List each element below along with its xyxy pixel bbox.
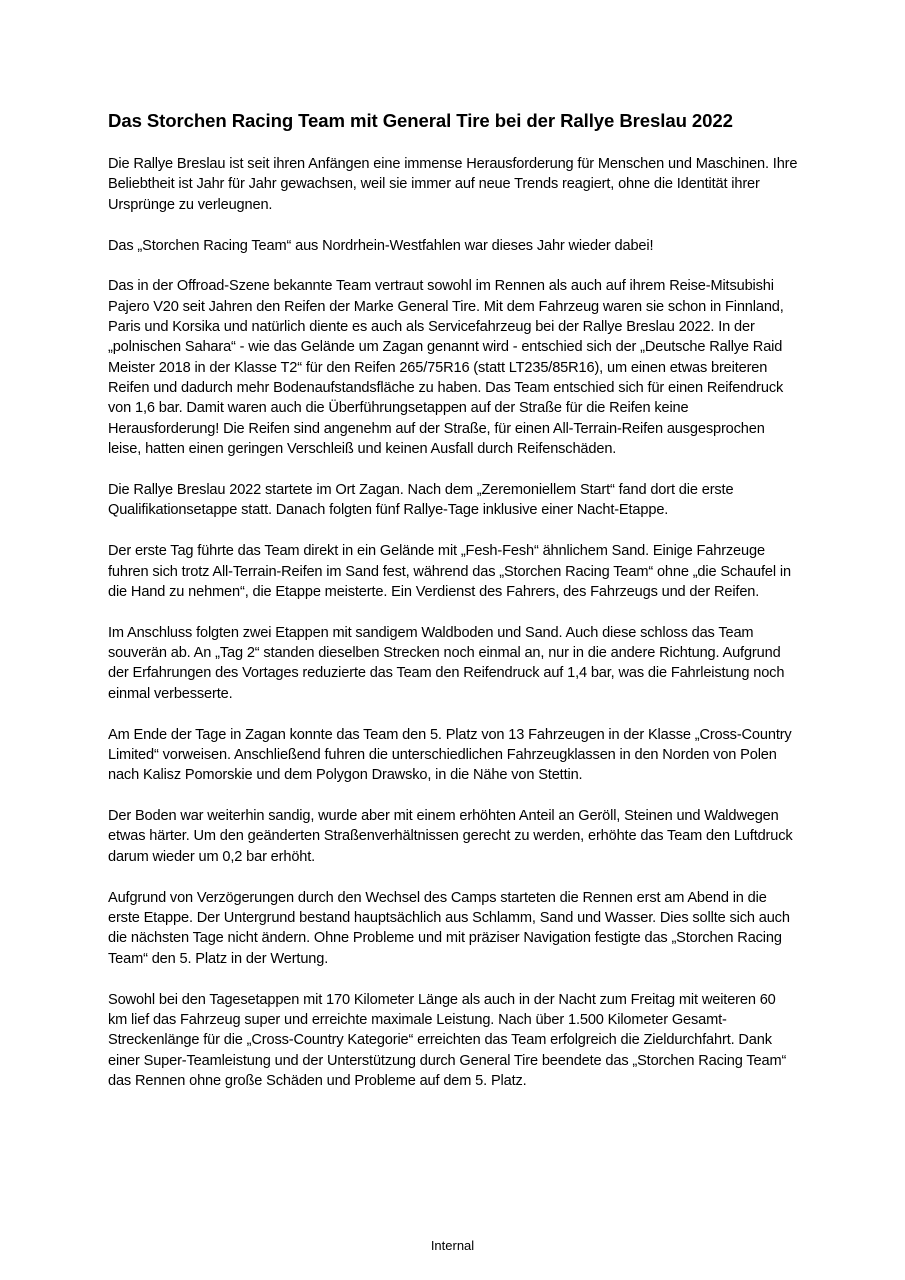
- document-page: [108, 108, 798, 1112]
- footer-classification-label: Internal: [430, 1238, 475, 1253]
- paragraph-zagan-result: Am Ende der Tage in Zagan konnte das Team den 5. Platz von 13 Fahrzeugen in der Klasse „Cross-Country Limited“ vorweisen. Anschließend fuhren die unterschiedlichen Fahrzeugklassen in den Norden von Polen nach Kalisz Pomorskie und dem Polygon Drawsko, in die Nähe von Stettin.: [108, 726, 792, 784]
- paragraph-ground: Der Boden war weiterhin sandig, wurde aber mit einem erhöhten Anteil an Geröll, Steinen und Waldwegen etwas härter. Um den geänderten Straßenverhältnissen gerecht zu werden, erhöhte das Team den Luftdruck darum wieder um 0,2 bar erhöht.: [108, 808, 793, 865]
- paragraph-day-two: Im Anschluss folgten zwei Etappen mit sandigem Waldboden und Sand. Auch diese schloss das Team souverän ab. An „Tag 2“ standen dieselben Strecken noch einmal an, nur in die andere Richtung. Aufgrund der Erfahrungen des Vortages reduzierte das Team den Reifendruck auf 1,4 bar, was die Fahrleistung noch einmal verbesserte.: [108, 624, 785, 702]
- paragraph-finish: Sowohl bei den Tagesetappen mit 170 Kilometer Länge als auch in der Nacht zum Freitag mit weiteren 60 km lief das Fahrzeug super und erreichte maximale Leistung. Nach über 1.500 Kilometer Gesamt-Streckenlänge für die „Cross-Country Kategorie“ erreichten das Team erfolgreich die Zieldurchfahrt. Dank einer Super-Teamleistung und der Unterstützung durch General Tire beendete das „Storchen Racing Team“ das Rennen ohne große Schäden und Probleme auf dem 5. Platz.: [108, 991, 787, 1089]
- document-title: Das Storchen Racing Team mit General Tire bei der Rallye Breslau 2022: [108, 110, 733, 131]
- paragraph-tires: Das in der Offroad-Szene bekannte Team vertraut sowohl im Rennen als auch auf ihrem Reise-Mitsubishi Pajero V20 seit Jahren den Reifen der Marke General Tire. Mit dem Fahrzeug waren sie schon in Finnland, Paris und Korsika und natürlich diente es auch als Servicefahrzeug bei der Rallye Breslau 2022. In der „polnischen Sahara“ - wie das Gelände um Zagan genannt wird - entschied sich der „Deutsche Rallye Raid Meister 2018 in der Klasse T2“ für den Reifen 265/75R16 (statt LT235/85R16), um einen etwas breiteren Reifen und dadurch mehr Bodenaufstandsfläche zu haben. Das Team entschied sich für einen Reifendruck von 1,6 bar. Damit waren auch die Überführungsetappen auf der Straße für die Reifen keine Herausforderung! Die Reifen sind angenehm auf der Straße, für einen All-Terrain-Reifen ausgesprochen leise, hatten einen geringen Verschleiß und keinen Ausfall durch Reifenschäden.: [108, 278, 784, 458]
- paragraph-day-one: Der erste Tag führte das Team direkt in ein Gelände mit „Fesh-Fesh“ ähnlichem Sand. Einige Fahrzeuge fuhren sich trotz All-Terrain-Reifen im Sand fest, während das „Storchen Racing Team“ ohne „die Schaufel in die Hand zu nehmen“, die Etappe meisterte. Ein Verdienst des Fahrers, des Fahrzeugs und der Reifen.: [108, 543, 791, 600]
- paragraph-camp-change: Aufgrund von Verzögerungen durch den Wechsel des Camps starteten die Rennen erst am Abend in die erste Etappe. Der Untergrund bestand hauptsächlich aus Schlamm, Sand und Wasser. Dies sollte sich auch die nächsten Tage nicht ändern. Ohne Probleme und mit präziser Navigation festigte das „Storchen Racing Team“ den 5. Platz in der Wertung.: [108, 889, 790, 967]
- paragraph-team: Das „Storchen Racing Team“ aus Nordrhein-Westfahlen war dieses Jahr wieder dabei!: [108, 237, 654, 254]
- paragraph-start: Die Rallye Breslau 2022 startete im Ort Zagan. Nach dem „Zeremoniellem Start“ fand dort die erste Qualifikationsetappe statt. Danach folgten fünf Rallye-Tage inklusive einer Nacht-Etappe.: [108, 481, 734, 519]
- paragraph-intro: Die Rallye Breslau ist seit ihren Anfängen eine immense Herausforderung für Menschen und Maschinen. Ihre Beliebtheit ist Jahr für Jahr gewachsen, weil sie immer auf neue Trends reagiert, ohne die Identität ihrer Ursprünge zu verleugnen.: [108, 156, 798, 213]
